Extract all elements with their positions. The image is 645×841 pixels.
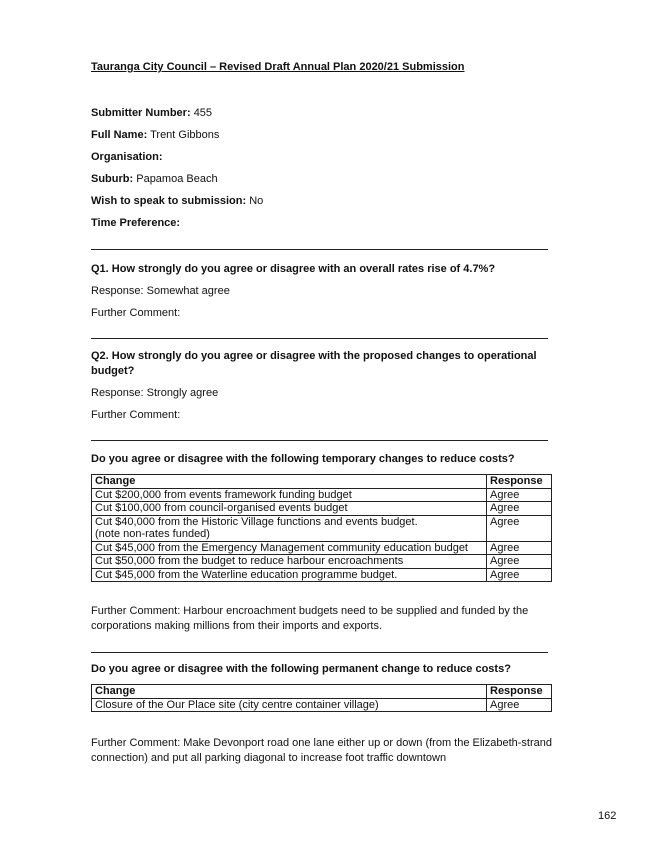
- divider: [91, 440, 548, 441]
- field-value: Papamoa Beach: [136, 173, 218, 185]
- table-row: [92, 502, 552, 516]
- change-cell: Closure of the Our Place site (city centre container village): [92, 698, 487, 712]
- table-header-row: [92, 685, 552, 699]
- temp-comment: Further Comment: Harbour encroachment budgets need to be supplied and funded by the corporations making millions from their imports and exports.: [91, 605, 529, 632]
- change-cell: Cut $100,000 from council-organised events budget: [92, 502, 487, 516]
- table-row: [92, 568, 552, 582]
- change-cell: [92, 515, 487, 541]
- change-line: Cut $40,000 from the Historic Village functions and events budget.: [95, 515, 418, 528]
- field-value: No: [249, 195, 264, 207]
- change-cell: Cut $45,000 from the Emergency Management community education budget: [92, 541, 487, 555]
- temp-question: Do you agree or disagree with the following temporary changes to reduce costs?: [91, 453, 515, 465]
- table-row: [92, 698, 552, 712]
- response-cell: Agree: [487, 568, 552, 582]
- q1-comment: Further Comment:: [91, 307, 181, 319]
- response-cell: Agree: [487, 515, 552, 541]
- divider: [91, 652, 548, 653]
- page-number: 162: [598, 810, 617, 822]
- document-title: Tauranga City Council – Revised Draft Annual Plan 2020/21 Submission: [91, 61, 465, 73]
- header-change: Change: [92, 475, 487, 489]
- field-full-name: [91, 129, 219, 141]
- q1-response: Response: Somewhat agree: [91, 285, 230, 297]
- divider: [91, 249, 548, 250]
- change-cell: Cut $50,000 from the budget to reduce harbour encroachments: [92, 555, 487, 569]
- perm-comment: Further Comment: Make Devonport road one lane either up or down (from the Elizabeth-strand connection) and put all parking diagonal to increase foot traffic downtown: [91, 737, 553, 764]
- field-label: Organisation:: [91, 151, 163, 163]
- permanent-change-table: [91, 684, 552, 712]
- field-label: Time Preference:: [91, 217, 181, 229]
- header-response: Response: [487, 685, 552, 699]
- field-label: Submitter Number:: [91, 107, 191, 119]
- field-label: Full Name:: [91, 129, 148, 141]
- divider: [91, 338, 548, 339]
- header-response: Response: [487, 475, 552, 489]
- response-cell: Agree: [487, 541, 552, 555]
- field-label: Suburb:: [91, 173, 134, 185]
- table-row: [92, 555, 552, 569]
- table-row: [92, 541, 552, 555]
- field-wish-to-speak: [91, 195, 263, 207]
- perm-question: Do you agree or disagree with the following permanent change to reduce costs?: [91, 663, 511, 675]
- field-organisation: [91, 151, 163, 163]
- response-cell: Agree: [487, 502, 552, 516]
- field-suburb: [91, 173, 218, 185]
- table-row: [92, 488, 552, 502]
- q2-response: Response: Strongly agree: [91, 387, 219, 399]
- change-cell: Cut $45,000 from the Waterline education programme budget.: [92, 568, 487, 582]
- table-row: [92, 515, 552, 541]
- response-cell: Agree: [487, 555, 552, 569]
- field-value: 455: [193, 107, 213, 119]
- table-header-row: [92, 475, 552, 489]
- field-label: Wish to speak to submission:: [91, 195, 247, 207]
- header-change: Change: [92, 685, 487, 699]
- field-time-preference: [91, 217, 180, 229]
- response-cell: Agree: [487, 698, 552, 712]
- change-note: (note non-rates funded): [95, 528, 210, 540]
- q2-comment: Further Comment:: [91, 409, 181, 421]
- temporary-changes-table: [91, 474, 552, 582]
- response-cell: Agree: [487, 488, 552, 502]
- change-cell: Cut $200,000 from events framework funding budget: [92, 488, 487, 502]
- field-value: Trent Gibbons: [150, 129, 220, 141]
- q1-question: Q1. How strongly do you agree or disagree with an overall rates rise of 4.7%?: [91, 263, 496, 275]
- field-submitter-number: [91, 107, 212, 119]
- q2-question: Q2. How strongly do you agree or disagree with the proposed changes to operational budget?: [91, 350, 537, 377]
